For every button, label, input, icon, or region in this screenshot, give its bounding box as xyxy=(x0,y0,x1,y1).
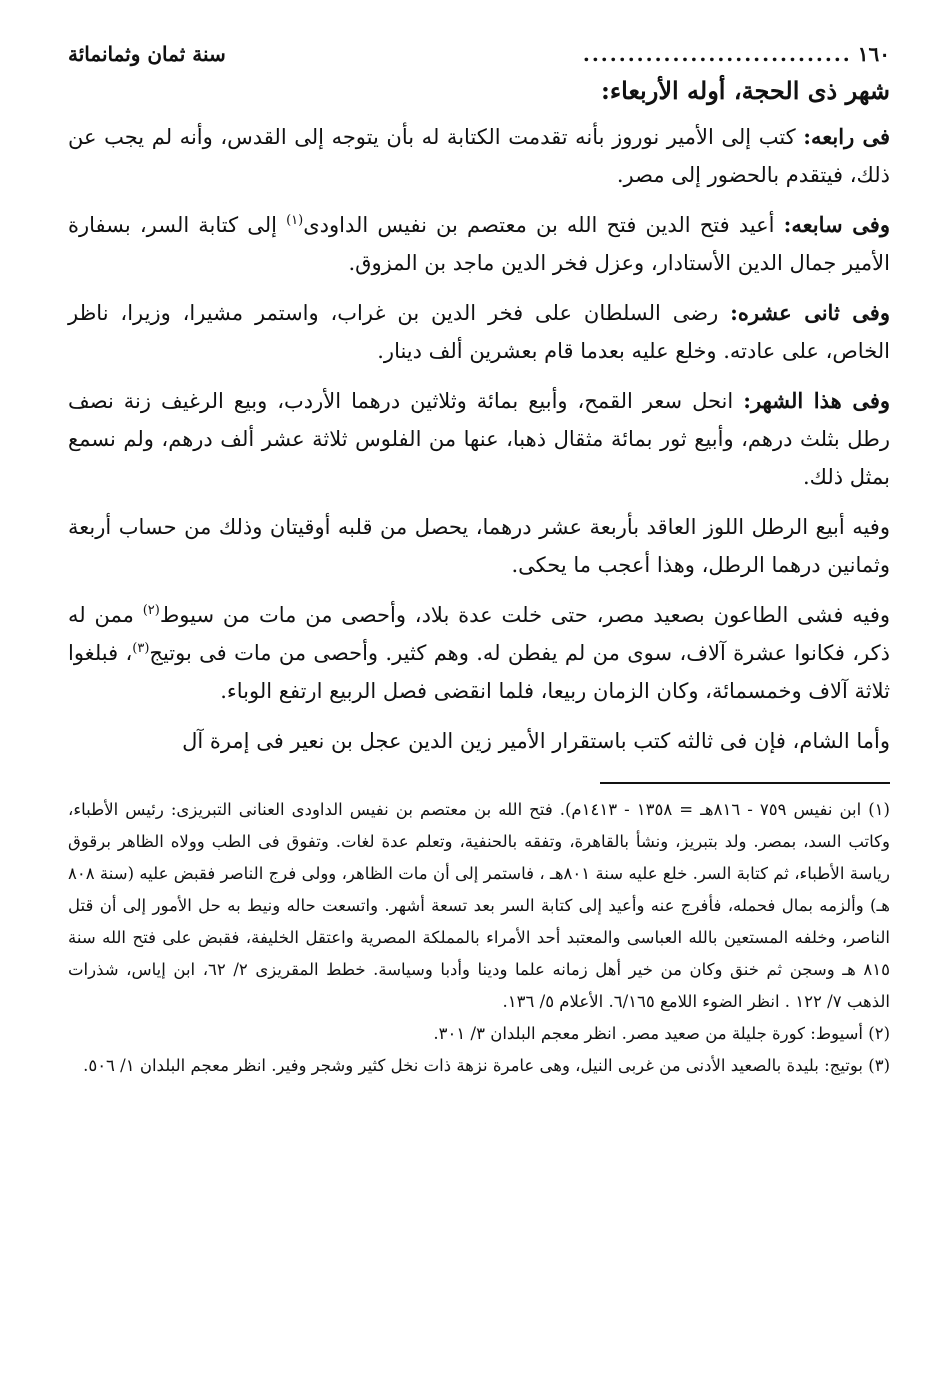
paragraph-lead: وفى سابعه: xyxy=(783,212,890,237)
paragraph-text: أعيد فتح الدين فتح الله بن معتصم بن نفيس الداودى xyxy=(303,213,784,237)
paragraph-this-month xyxy=(68,382,890,496)
paragraph-text: وفيه فشى الطاعون بصعيد مصر، حتى خلت عدة بلاد، وأحصى من مات من سيوط xyxy=(159,603,890,627)
footnote-ref-3[interactable]: (٣) xyxy=(132,641,150,656)
paragraph-almond-price xyxy=(68,508,890,584)
running-title: سنة ثمان وثمانمائة xyxy=(68,42,226,66)
footnote-ref-2[interactable]: (٢) xyxy=(142,603,160,618)
footnote-ref-1[interactable]: (١) xyxy=(286,213,304,228)
paragraph-day-12 xyxy=(68,294,890,370)
footnote-2: (٢) أسيوط: كورة جليلة من صعيد مصر. انظر معجم البلدان ٣/ ٣٠١. xyxy=(433,1024,890,1043)
paragraph-day-7 xyxy=(68,206,890,282)
paragraph-lead: فى رابعه: xyxy=(803,124,890,149)
page-number: ١٦٠ xyxy=(857,42,890,66)
leader-dots: .............................. xyxy=(582,42,852,66)
paragraph-text: ، فبلغوا ثلاثة آلاف وخمسمائة، وكان الزمان ربيعا، فلما انقضى فصل الربيع ارتفع الوباء. xyxy=(68,641,890,703)
paragraph-text: ممن له ذكر، فكانوا عشرة آلاف، سوى من لم يفطن له. وهم كثير. وأحصى من مات فى بوتيج xyxy=(68,603,890,665)
paragraph-plague xyxy=(68,596,890,710)
paragraph-text: إلى كتابة السر، بسفارة الأمير جمال الدين الأستادار، وعزل فخر الدين ماجد بن المزوق. xyxy=(68,213,890,275)
footnotes xyxy=(68,794,890,1082)
paragraph-lead: وفى هذا الشهر: xyxy=(743,388,890,413)
book-page xyxy=(68,40,890,1360)
paragraph-text: وفيه أبيع الرطل اللوز العاقد بأربعة عشر درهما، يحصل من قلبه أوقيتان وذلك من حساب أربعة وثمانين درهما الرطل، وهذا أعجب ما يحكى. xyxy=(68,515,890,577)
paragraph-sham xyxy=(68,722,890,760)
footnote-3: (٣) بوتيج: بليدة بالصعيد الأدنى من غربى النيل، وهى عامرة نزهة ذات نخل كثير وشجر وفير. انظر معجم البلدان ١/ ٥٠٦. xyxy=(83,1056,890,1075)
month-heading: شهر ذى الحجة، أوله الأربعاء: xyxy=(601,76,890,105)
paragraph-lead: وفى ثانى عشره: xyxy=(730,300,890,325)
footnote-divider xyxy=(600,782,890,784)
running-header xyxy=(68,40,890,68)
paragraph-text: كتب إلى الأمير نوروز بأنه تقدمت الكتابة له بأن يتوجه إلى القدس، وأنه لم يجب عن ذلك، فيتقدم بالحضور إلى مصر. xyxy=(68,125,890,187)
footnote-1: (١) ابن نفيس ٧٥٩ - ٨١٦هـ = ١٣٥٨ - ١٤١٣م). فتح الله بن معتصم بن نفيس الداودى العنانى التبريزى: رئيس الأطباء، وكاتب السد، بمصر. ولد بتبريز، ونشأ بالقاهرة، وتفقه بالحنفية، وتعلم عدة لغات. وتفوق فى الطب وولاه الظاهر برقوق رياسة الأطباء، ثم كتابة السر. خلع عليه سنة ٨٠١هـ ، فاستمر إلى أن مات الظاهر، وولى فرج الناصر فقبض عليه (سنة ٨٠٨ هـ) وألزمه بمال فحمله، فأفرج عنه وأعيد إلى كتابة السر بعد تسعة أشهر. واتسعت حاله ونيط به حل الأمور إلى أن قتل الناصر، وخلفه المستعين بالله العباسى والمعتبد أحد الأمراء بالمملكة المصرية واعتقل الخليفة، فقبض على فتح الله سنة ٨١٥ هـ وسجن ثم خنق وكان من خير أهل زمانه علما ودينا وأدبا وسياسة. خطط المقريزى ٢/ ٦٢، ابن إياس، شذرات الذهب ٧/ ١٢٢ . انظر الضوء اللامع ٦/١٦٥. الأعلام ٥/ ١٣٦. xyxy=(68,800,890,1011)
paragraph-text: انحل سعر القمح، وأبيع بمائة وثلاثين درهما الأردب، وبيع الرغيف زنة نصف رطل بثلث درهم، وأبيع ثور بمائة مثقال ذهبا، عنها من الفلوس ثلاثة عشر ألف درهم، ولم نسمع بمثل ذلك. xyxy=(68,389,890,489)
paragraph-day-4 xyxy=(68,118,890,194)
paragraph-text: وأما الشام، فإن فى ثالثه كتب باستقرار الأمير زين الدين عجل بن نعير فى إمرة آل xyxy=(182,729,890,753)
paragraph-text: رضى السلطان على فخر الدين بن غراب، واستمر مشيرا، وزيرا، ناظر الخاص، على عادته. وخلع عليه بعدما قام بعشرين ألف دينار. xyxy=(68,301,890,363)
